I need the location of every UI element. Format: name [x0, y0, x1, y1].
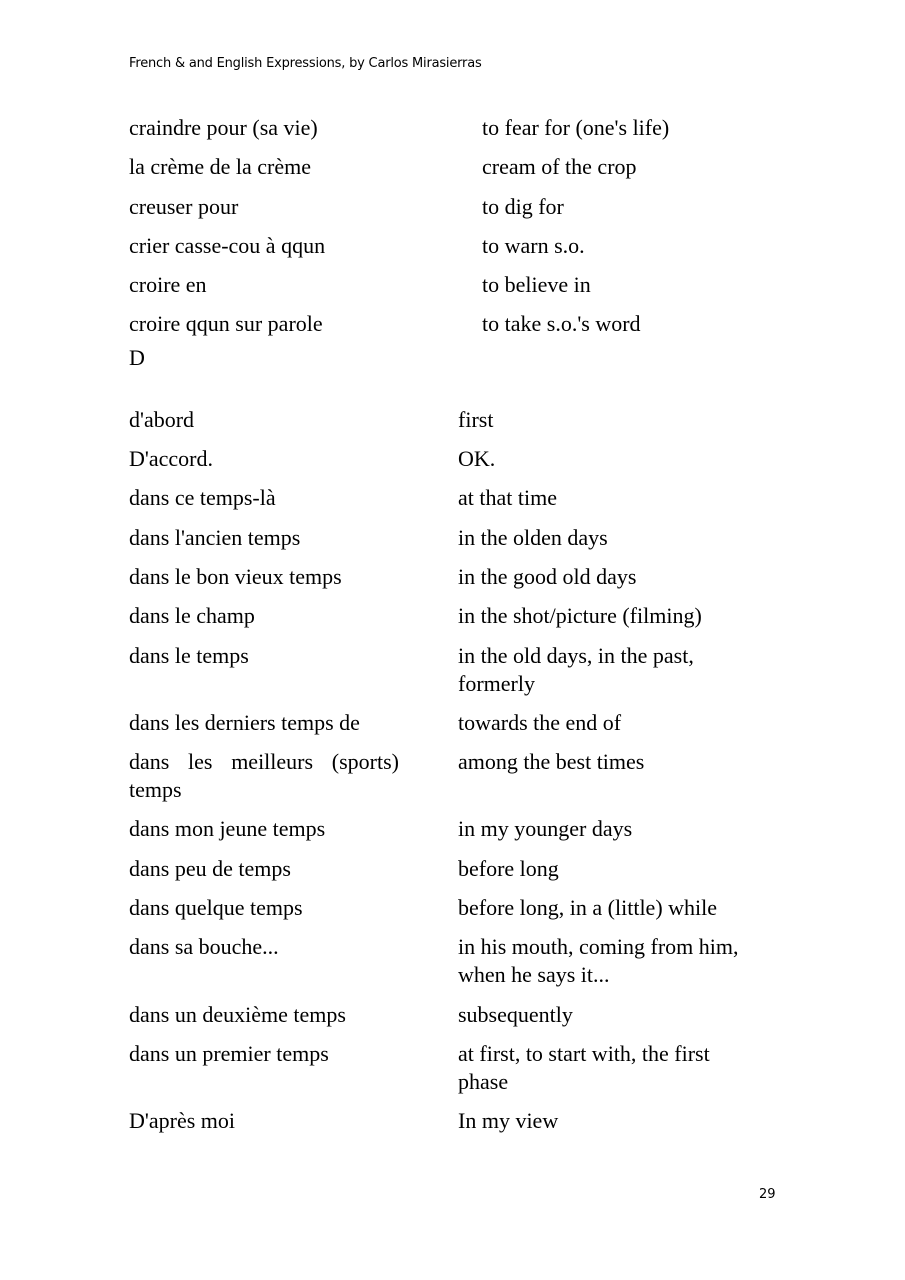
french-expression: creuser pour: [129, 193, 239, 219]
glossary-entry: [129, 193, 789, 221]
french-expression: la crème de la crème: [129, 154, 311, 180]
section-d-entries: [129, 406, 789, 1135]
english-translation: among the best times: [458, 749, 645, 775]
glossary-entry: [129, 815, 789, 843]
french-expression: dans ce temps-là: [129, 485, 276, 511]
french-expression: dans les meilleurs (sports) temps: [129, 749, 399, 803]
english-translation: to warn s.o.: [482, 232, 585, 258]
glossary-entry: [129, 310, 789, 338]
glossary-entry: [129, 524, 789, 552]
english-translation: towards the end of: [458, 709, 622, 735]
french-expression: dans un deuxième temps: [129, 1001, 346, 1027]
running-header: French & and English Expressions, by Carlos Mirasierras: [129, 56, 482, 71]
glossary-entry: [129, 271, 789, 299]
english-translation: to fear for (one's life): [482, 115, 670, 140]
glossary-entry: [129, 484, 789, 512]
glossary-entry: [129, 445, 789, 473]
english-translation: in the good old days: [458, 563, 637, 589]
english-translation: at that time: [458, 485, 557, 511]
glossary-entry: [129, 709, 789, 737]
glossary-entry: [129, 153, 789, 181]
section-letter-heading: D: [129, 344, 145, 370]
glossary-entry: [129, 933, 789, 989]
french-expression: D'après moi: [129, 1108, 235, 1134]
english-translation: before long, in a (little) while: [458, 895, 718, 921]
french-expression: dans peu de temps: [129, 855, 291, 881]
english-translation: before long: [458, 855, 559, 881]
page-number: 29: [759, 1187, 776, 1202]
glossary-entry: [129, 894, 789, 922]
glossary: [129, 114, 789, 1147]
french-expression: croire en: [129, 272, 207, 298]
english-translation: first: [458, 406, 494, 432]
english-translation: to take s.o.'s word: [482, 311, 641, 337]
french-expression: dans le champ: [129, 603, 255, 629]
english-translation: in my younger days: [458, 816, 633, 842]
glossary-entry: [129, 748, 789, 804]
english-translation: in the shot/picture (filming): [458, 603, 702, 629]
glossary-entry: [129, 232, 789, 260]
french-expression: dans l'ancien temps: [129, 524, 301, 550]
french-expression: D'accord.: [129, 446, 213, 472]
french-expression: dans le temps: [129, 642, 249, 668]
glossary-entry: [129, 855, 789, 883]
french-expression: craindre pour (sa vie): [129, 115, 318, 140]
french-expression: dans sa bouche...: [129, 934, 279, 960]
glossary-entry: [129, 602, 789, 630]
french-expression: dans un premier temps: [129, 1040, 329, 1066]
english-translation: cream of the crop: [482, 154, 637, 180]
french-expression: dans les derniers temps de: [129, 709, 360, 735]
section-c-entries: [129, 114, 789, 338]
english-translation: subsequently: [458, 1001, 573, 1027]
english-translation: in his mouth, coming from him, when he says it...: [458, 934, 739, 988]
glossary-entry: [129, 1001, 789, 1029]
glossary-entry: [129, 563, 789, 591]
french-expression: dans mon jeune temps: [129, 816, 326, 842]
english-translation: OK.: [458, 446, 496, 472]
english-translation: to dig for: [482, 193, 564, 219]
glossary-entry: [129, 1107, 789, 1135]
english-translation: in the olden days: [458, 524, 608, 550]
english-translation: at first, to start with, the first phase: [458, 1040, 710, 1094]
english-translation: in the old days, in the past, formerly: [458, 642, 694, 696]
french-expression: crier casse-cou à qqun: [129, 232, 326, 258]
french-expression: croire qqun sur parole: [129, 311, 323, 337]
french-expression: d'abord: [129, 406, 195, 432]
french-expression: dans quelque temps: [129, 895, 303, 921]
french-expression: dans le bon vieux temps: [129, 563, 342, 589]
english-translation: to believe in: [482, 272, 591, 298]
glossary-entry: [129, 642, 789, 698]
glossary-entry: [129, 406, 789, 434]
glossary-entry: [129, 114, 789, 142]
glossary-entry: [129, 1040, 789, 1096]
english-translation: In my view: [458, 1108, 559, 1134]
